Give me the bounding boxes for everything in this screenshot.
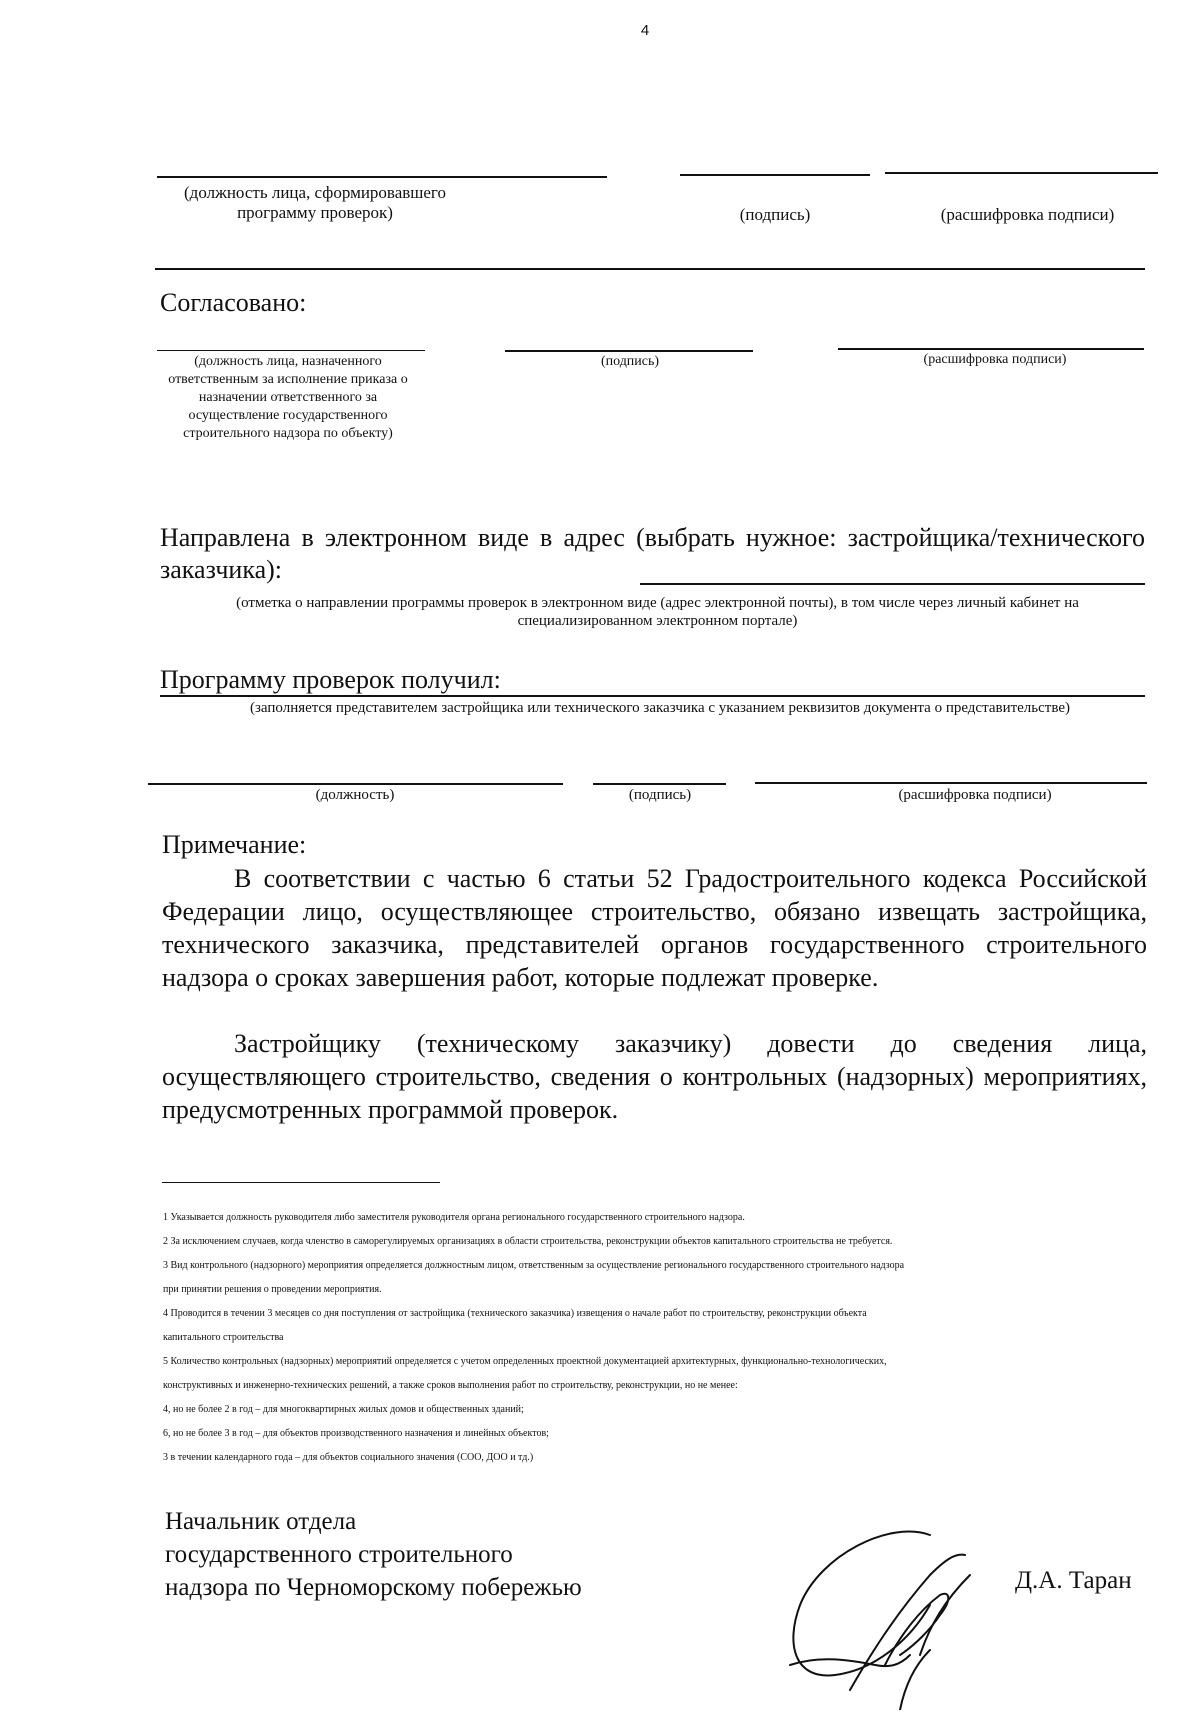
footnotes	[163, 1206, 1153, 1470]
position-line	[157, 176, 607, 178]
signature-line	[680, 174, 870, 176]
agreed-decode-line	[838, 348, 1144, 350]
separator-line	[155, 268, 1145, 270]
signature-caption: (подпись)	[739, 205, 811, 224]
position-caption: (должность лица, сформировавшего программу проверок)	[184, 183, 446, 222]
agreed-signature-caption: (подпись)	[600, 354, 660, 369]
agreed-heading: Согласовано:	[160, 288, 307, 317]
received-signature-line	[593, 783, 726, 785]
signatory-title	[165, 1505, 582, 1604]
agreed-position-line	[157, 350, 425, 351]
page-number: 4	[640, 22, 650, 39]
signatory-title-line-2: государственного строительного	[165, 1541, 513, 1568]
sent-underline	[640, 583, 1145, 585]
received-underline	[160, 695, 1145, 697]
agreed-signature-line	[505, 350, 753, 352]
note-paragraph-1: В соответствии с частью 6 статьи 52 Градостроительного кодекса Российской Федерации лицо, осуществляющее строительство, обязано извещать застройщика, технического заказчика, представителей органов государственного строительного надзора о сроках завершения работ, которые подлежат проверке.	[162, 864, 1147, 992]
received-decode-caption: (расшифровка подписи)	[898, 787, 1052, 803]
received-position-line	[148, 783, 563, 785]
received-signature-caption: (подпись)	[628, 787, 692, 803]
footnote-5: 5 Количество контрольных (надзорных) мероприятий определяется с учетом определенных проектной документацией архитектурных, функционально-технологических,	[163, 1356, 887, 1367]
signatory-title-line-3: надзора по Черноморскому побережью	[165, 1574, 582, 1601]
footnote-2: 2 За исключением случаев, когда членство в саморегулируемых организациях в области строительства, реконструкции объектов капитального строительства не требуется.	[163, 1236, 893, 1247]
footnote-5-item-1: 4, но не более 2 в год – для многоквартирных жилых домов и общественных зданий;	[163, 1404, 524, 1415]
signatory-name: Д.А. Таран	[1015, 1567, 1132, 1594]
footnote-5-cont: конструктивных и инженерно-технических решений, а также сроков выполнения работ по строительству, реконструкции, но не менее:	[163, 1380, 738, 1391]
note-paragraph-2: Застройщику (техническому заказчику) довести до сведения лица, осуществляющего строительство, сведения о контрольных (надзорных) мероприятиях, предусмотренных программой проверок.	[162, 1029, 1147, 1124]
sent-caption: (отметка о направлении программы проверок в электронном виде (адрес электронной почты), в том числе через личный кабинет на специализированном электронном портале)	[236, 595, 1079, 629]
footnote-1: 1 Указывается должность руководителя либо заместителя руководителя органа регионального государственного строительного надзора.	[163, 1212, 745, 1223]
footnote-5-item-3: 3 в течении календарного года – для объектов социального значения (СОО, ДОО и тд.)	[163, 1452, 534, 1463]
footnote-4: 4 Проводится в течении 3 месяцев со дня поступления от застройщика (технического заказчика) извещения о начале работ по строительству, реконструкции объекта	[163, 1308, 867, 1319]
footnote-separator	[162, 1182, 440, 1183]
note-heading: Примечание:	[162, 830, 307, 859]
decode-caption: (расшифровка подписи)	[940, 205, 1115, 224]
decode-line	[885, 172, 1158, 174]
received-decode-line	[755, 782, 1147, 784]
footnote-3-cont: при принятии решения о проведении мероприятия.	[163, 1284, 382, 1295]
sent-text: Направлена в электронном виде в адрес (выбрать нужное: застройщика/технического заказчика):	[160, 523, 1145, 584]
handwritten-signature	[780, 1515, 980, 1710]
footnote-4-cont: капитального строительства	[163, 1332, 284, 1343]
received-heading: Программу проверок получил:	[160, 665, 501, 694]
agreed-decode-caption: (расшифровка подписи)	[923, 352, 1067, 367]
footnote-5-item-2: 6, но не более 3 в год – для объектов производственного назначения и линейных объектов;	[163, 1428, 549, 1439]
signatory-title-line-1: Начальник отдела	[165, 1508, 357, 1535]
received-position-caption: (должность)	[315, 787, 395, 803]
footnote-3: 3 Вид контрольного (надзорного) мероприятия определяется должностным лицом, ответственным за осуществление регионального государственного строительного надзора	[163, 1260, 905, 1271]
received-caption: (заполняется представителем застройщика или технического заказчика с указанием реквизитов документа о представительстве)	[250, 700, 1070, 716]
agreed-position-caption: (должность лица, назначенного ответственным за исполнение приказа о назначении ответственного за осуществление государственного строительного надзора по объекту)	[168, 354, 408, 441]
